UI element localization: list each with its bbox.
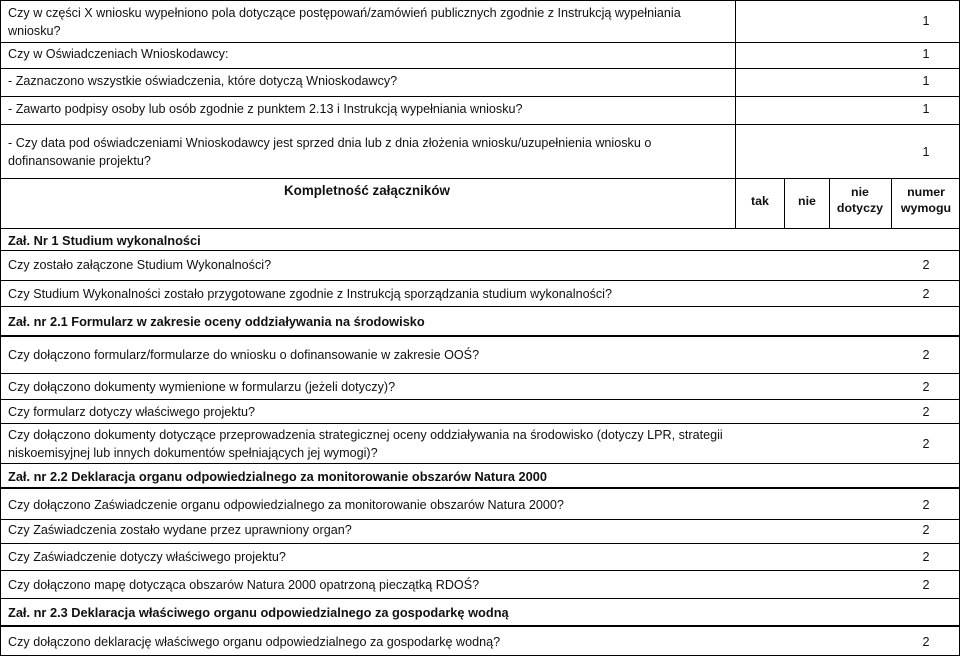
divider: [0, 598, 960, 599]
requirement-number: 2: [922, 380, 930, 394]
requirement-number: 1: [922, 102, 930, 116]
divider: [0, 250, 960, 251]
divider: [0, 399, 960, 400]
divider: [735, 0, 736, 178]
requirement-number: 2: [922, 498, 930, 512]
column-nie-dotyczy: nie dotyczy: [836, 185, 884, 215]
question-text: Czy dołączono dokumenty dotyczące przeprowadzenia strategicznej oceny oddziaływania na środowisko (dotyczy LPR, strategii niskoemisyjnej lub innych dokumentów spełniających jej wymogi)?: [8, 428, 723, 460]
requirement-number: 1: [922, 47, 930, 61]
question-text: - Zawarto podpisy osoby lub osób zgodnie z punktem 2.13 i Instrukcją wypełniania wniosku?: [8, 102, 523, 116]
question-text: - Zaznaczono wszystkie oświadczenia, które dotyczą Wnioskodawcy?: [8, 74, 398, 88]
divider: [0, 625, 960, 627]
question-text: Czy formularz dotyczy właściwego projektu?: [8, 405, 256, 419]
divider: [0, 42, 960, 43]
divider: [0, 228, 960, 229]
section-title: Zał. nr 2.3 Deklaracja właściwego organu odpowiedzialnego za gospodarkę wodną: [8, 605, 509, 620]
divider: [0, 0, 1, 656]
requirement-number: 1: [922, 74, 930, 88]
column-numer-wymogu: numer wymogu: [900, 185, 952, 215]
divider: [0, 306, 960, 307]
question-text: Czy w Oświadczeniach Wnioskodawcy:: [8, 47, 229, 61]
requirement-number: 2: [922, 258, 930, 272]
question-text: Czy dołączono mapę dotycząca obszarów Natura 2000 opatrzoną pieczątką RDOŚ?: [8, 578, 480, 592]
requirement-number: 2: [922, 635, 930, 649]
question-text: Czy dołączono formularz/formularze do wniosku o dofinansowanie w zakresie OOŚ?: [8, 348, 480, 362]
section-title: Zał. Nr 1 Studium wykonalności: [8, 233, 201, 248]
divider: [0, 373, 960, 374]
requirement-number: 2: [922, 405, 930, 419]
question-text: Czy dołączono deklarację właściwego organu odpowiedzialnego za gospodarkę wodną?: [8, 635, 501, 649]
divider: [0, 487, 960, 489]
section-title: Zał. nr 2.1 Formularz w zakresie oceny oddziaływania na środowisko: [8, 314, 425, 329]
divider: [0, 178, 960, 179]
attachments-header-title: Kompletność załączników: [284, 183, 450, 198]
requirement-number: 2: [922, 523, 930, 537]
question-text: Czy w części X wniosku wypełniono pola dotyczące postępowań/zamówień publicznych zgodnie z Instrukcją wypełniania wniosku?: [8, 6, 681, 38]
question-text: Czy Zaświadczenia zostało wydane przez uprawniony organ?: [8, 523, 352, 537]
divider: [0, 423, 960, 424]
question-text: - Czy data pod oświadczeniami Wnioskodawcy jest sprzed dnia lub z dnia złożenia wniosku/uzupełnienia wniosku o dofinansowanie projektu?: [8, 136, 652, 168]
divider: [0, 335, 960, 337]
requirement-number: 2: [922, 550, 930, 564]
divider: [891, 178, 892, 228]
question-text: Czy dołączono Zaświadczenie organu odpowiedzialnego za monitorowanie obszarów Natura 2000?: [8, 498, 564, 512]
divider: [0, 68, 960, 69]
requirement-number: 2: [922, 437, 930, 451]
section-title: Zał. nr 2.2 Deklaracja organu odpowiedzialnego za monitorowanie obszarów Natura 2000: [8, 469, 548, 484]
divider: [0, 519, 960, 520]
requirement-number: 2: [922, 578, 930, 592]
divider: [0, 280, 960, 281]
question-text: Czy zostało załączone Studium Wykonalności?: [8, 258, 272, 272]
divider: [0, 0, 960, 1]
requirement-number: 2: [922, 348, 930, 362]
question-text: Czy Zaświadczenie dotyczy właściwego projektu?: [8, 550, 286, 564]
requirement-number: 1: [922, 145, 930, 159]
column-tak: tak: [751, 194, 769, 208]
requirement-number: 2: [922, 287, 930, 301]
column-nie: nie: [798, 194, 816, 208]
question-text: Czy dołączono dokumenty wymienione w formularzu (jeżeli dotyczy)?: [8, 380, 396, 394]
divider: [0, 463, 960, 464]
divider: [0, 543, 960, 544]
divider: [0, 96, 960, 97]
divider: [0, 124, 960, 125]
question-text: Czy Studium Wykonalności zostało przygotowane zgodnie z Instrukcją sporządzania studium wykonalności?: [8, 287, 612, 301]
divider: [0, 570, 960, 571]
requirement-number: 1: [922, 14, 930, 28]
